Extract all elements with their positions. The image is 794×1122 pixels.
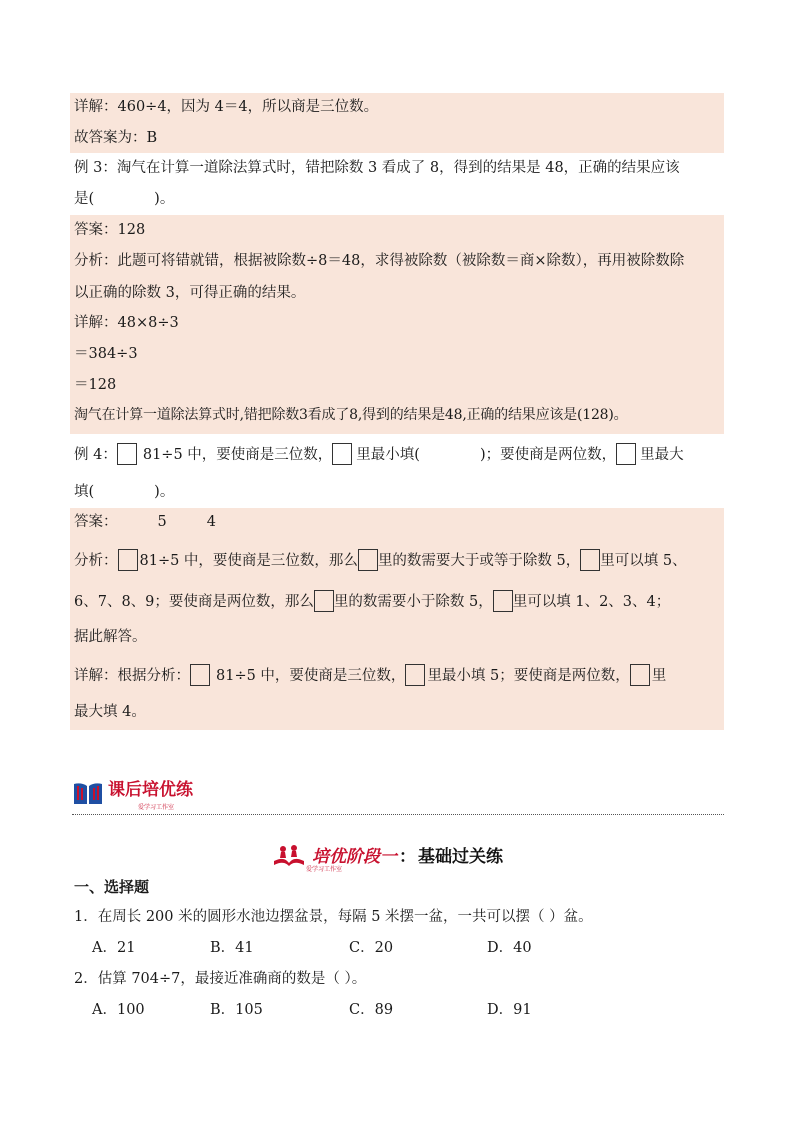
blank-box [493, 590, 513, 612]
example-4-line1 [74, 443, 684, 465]
blank-box [117, 443, 137, 465]
text: 例 4： [74, 447, 117, 463]
option-d: D．91 [487, 1002, 532, 1018]
conclusion-line: 淘气在计算一道除法算式时,错把除数3看成了8,得到的结果是48,正确的结果应该是(128)。 [74, 407, 628, 423]
example-3-line1: 例 3：淘气在计算一道除法算式时，错把除数 3 看成了 8，得到的结果是 48，正确的结果应该 [74, 160, 680, 176]
text: 是( [74, 191, 95, 207]
analysis-line1 [74, 549, 687, 571]
text: 里 [651, 668, 667, 684]
option-c: C．20 [349, 940, 394, 956]
divider [72, 814, 724, 815]
text: 里的数需要小于除数 5， [333, 594, 493, 610]
detail-line: 详解：460÷4，因为 4＝4，所以商是三位数。 [74, 99, 379, 115]
section-header [72, 780, 193, 806]
text: 里最大 [640, 447, 684, 463]
text: 填( [74, 484, 95, 500]
stage-title-main: 培优阶段一 [312, 847, 397, 867]
detail-line2: ＝384÷3 [74, 346, 138, 362]
text: 里的数需要大于或等于除数 5， [377, 553, 581, 569]
answer-value: 5 [157, 514, 167, 530]
book-icon [72, 780, 104, 806]
answer-block-3 [70, 508, 724, 730]
text: 81÷5 中，要使商是三位数， [216, 668, 406, 684]
reading-kids-icon [272, 843, 306, 867]
text: 分析： [74, 553, 118, 569]
blank-box [630, 664, 650, 686]
section-header-title: 课后培优练 [108, 780, 193, 800]
text: )。 [154, 484, 175, 500]
stage-title-name: 基础过关练 [418, 847, 503, 867]
analysis-line2 [74, 590, 670, 612]
detail-line2: 最大填 4。 [74, 704, 146, 720]
analysis-line2: 以正确的除数 3，可得正确的结果。 [74, 285, 306, 301]
answer-value: 4 [206, 514, 216, 530]
text: )；要使商是两位数， [479, 447, 617, 463]
blank-box [332, 443, 352, 465]
text: )。 [154, 191, 175, 207]
detail-line1 [74, 664, 666, 686]
option-d: D．40 [487, 940, 532, 956]
option-b: B．41 [210, 940, 254, 956]
detail-line1: 详解：48×8÷3 [74, 315, 179, 331]
analysis-line3: 据此解答。 [74, 629, 147, 645]
question-2: 2．估算 704÷7，最接近准确商的数是（ ）。 [74, 971, 367, 987]
detail-line3: ＝128 [74, 377, 117, 393]
text: 答案： [74, 514, 118, 530]
stage-title-colon: ： [399, 847, 416, 867]
analysis-line1: 分析：此题可将错就错，根据被除数÷8＝48，求得被除数（被除数＝商×除数），再用被除数除 [74, 253, 685, 269]
example-4-line2 [74, 482, 174, 502]
blank-box [190, 664, 210, 686]
blank-box [405, 664, 425, 686]
example-3-line2 [74, 189, 174, 209]
text: 里最小填( [356, 447, 420, 463]
text: 81÷5 中，要使商是三位数， [142, 447, 333, 463]
option-a: A．100 [92, 1002, 145, 1018]
blank-box [616, 443, 636, 465]
answer-line [74, 512, 216, 532]
text: 6、7、8、9；要使商是两位数，那么 [74, 594, 314, 610]
part-title: 一、选择题 [74, 878, 150, 896]
answer-line: 故答案为：B [74, 130, 158, 146]
answer-line: 答案：128 [74, 222, 146, 238]
text: 详解：根据分析： [74, 668, 190, 684]
blank-box [314, 590, 334, 612]
option-b: B．105 [210, 1002, 263, 1018]
text: 81÷5 中，要使商是三位数，那么 [139, 553, 358, 569]
stage-subtitle: 爱学习工作室 [306, 866, 343, 873]
text: 里最小填 5；要使商是两位数， [427, 668, 630, 684]
option-c: C．89 [349, 1002, 394, 1018]
text: 里可以填 5、 [600, 553, 687, 569]
question-1: 1．在周长 200 米的圆形水池边摆盆景，每隔 5 米摆一盆，一共可以摆（ ）盆。 [74, 909, 593, 925]
section-header-subtitle: 爱学习工作室 [138, 804, 175, 811]
option-a: A．21 [92, 940, 136, 956]
blank-box [118, 549, 138, 571]
text: 里可以填 1、2、3、4； [512, 594, 671, 610]
blank-box [580, 549, 600, 571]
blank-box [358, 549, 378, 571]
